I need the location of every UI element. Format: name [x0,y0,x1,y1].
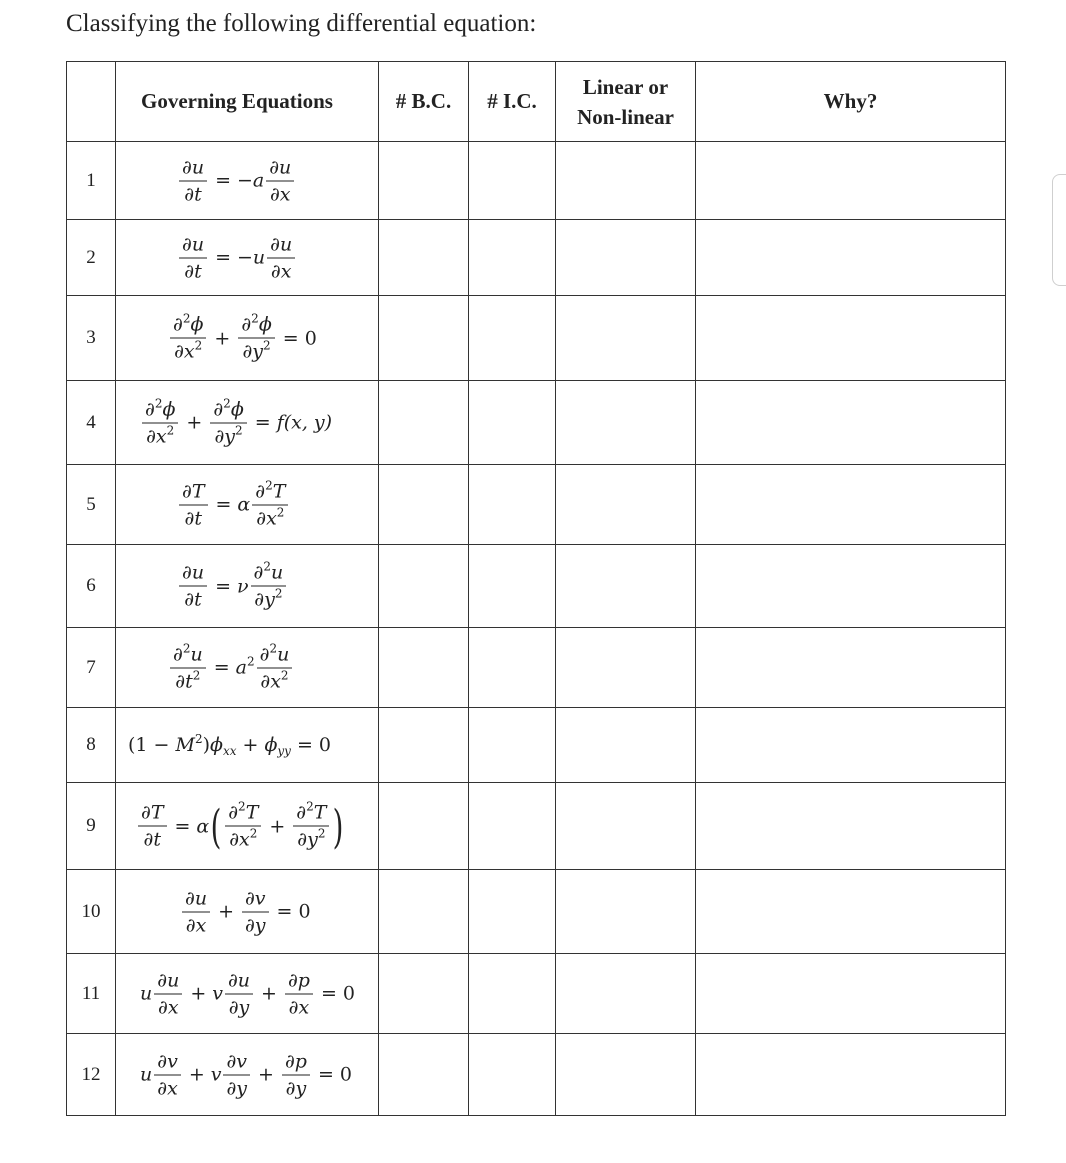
row-number: 10 [67,870,116,954]
header-number [67,62,116,142]
why-input-cell[interactable] [696,783,1006,870]
table-row [67,220,1006,296]
table-row [67,954,1006,1034]
equation-cell [116,296,379,381]
why-input-cell[interactable] [696,954,1006,1034]
ic-input-cell[interactable] [469,296,556,381]
row-number: 5 [67,465,116,545]
bc-input-cell[interactable] [379,870,469,954]
equation-cell [116,954,379,1034]
ic-input-cell[interactable] [469,954,556,1034]
bc-input-cell[interactable] [379,545,469,628]
why-input-cell[interactable] [696,1034,1006,1116]
bc-input-cell[interactable] [379,1034,469,1116]
bc-input-cell[interactable] [379,783,469,870]
equation-cell [116,220,379,296]
linear-input-cell[interactable] [556,465,696,545]
table-row [67,870,1006,954]
equation: (1 − $M^2$ ) $\phi_{xx}$ + $\phi_{yy}$ = 0 [128,732,331,758]
equation: $\frac{\partial u}{\partial t}$ = ν $\frac{\partial^2u}{\partial y^2}$ [177,563,288,610]
why-input-cell[interactable] [696,296,1006,381]
equation-cell [116,465,379,545]
ic-input-cell[interactable] [469,545,556,628]
ic-input-cell[interactable] [469,220,556,296]
ic-input-cell[interactable] [469,628,556,708]
header-bc: # B.C. [379,62,469,142]
page-title: Classifying the following differential equation: [66,10,537,37]
bc-input-cell[interactable] [379,628,469,708]
equation: $\frac{\partial u}{\partial x}$ + $\frac{\partial v}{\partial y}$ = 0 [180,888,311,935]
row-number: 12 [67,1034,116,1116]
equation-cell [116,783,379,870]
linear-input-cell[interactable] [556,1034,696,1116]
ic-input-cell[interactable] [469,381,556,465]
why-input-cell[interactable] [696,142,1006,220]
row-number: 9 [67,783,116,870]
equation: $\frac{\partial^2u}{\partial t^2}$ = $a^2$ $\frac{\partial^2u}{\partial x^2}$ [168,644,294,691]
equation-cell [116,545,379,628]
equation-cell [116,1034,379,1116]
row-number: 8 [67,708,116,783]
table-row [67,142,1006,220]
ic-input-cell[interactable] [469,465,556,545]
bc-input-cell[interactable] [379,296,469,381]
equation: $\frac{\partial T}{\partial t}$ = α ( $\frac{\partial^2T}{\partial x^2}$ + $\frac{\partial^2T}{\partial y^2}$ ) [136,803,345,850]
ic-input-cell[interactable] [469,1034,556,1116]
header-linear-line2: Non-linear [577,104,674,129]
row-number: 11 [67,954,116,1034]
bc-input-cell[interactable] [379,708,469,783]
equation: $\frac{\partial u}{\partial t}$ = −u $\frac{\partial u}{\partial x}$ [177,234,297,281]
table-row [67,381,1006,465]
linear-input-cell[interactable] [556,628,696,708]
scrollbar[interactable] [1052,174,1066,286]
header-governing: Governing Equations [116,62,379,142]
equation-cell [116,870,379,954]
row-number: 1 [67,142,116,220]
why-input-cell[interactable] [696,628,1006,708]
bc-input-cell[interactable] [379,142,469,220]
row-number: 7 [67,628,116,708]
linear-input-cell[interactable] [556,296,696,381]
equation-cell [116,142,379,220]
table-row [67,783,1006,870]
table-row [67,708,1006,783]
linear-input-cell[interactable] [556,220,696,296]
why-input-cell[interactable] [696,870,1006,954]
why-input-cell[interactable] [696,708,1006,783]
row-number: 4 [67,381,116,465]
equation: u $\frac{\partial v}{\partial x}$ + v $\frac{\partial v}{\partial y}$ + $\frac{\partial p}{\partial y}$ = 0 [140,1050,352,1099]
equation: u $\frac{\partial u}{\partial x}$ + v $\frac{\partial u}{\partial y}$ + $\frac{\partial p}{\partial x}$ = 0 [140,969,355,1018]
equation-cell [116,381,379,465]
header-why: Why? [696,62,1006,142]
ic-input-cell[interactable] [469,783,556,870]
bc-input-cell[interactable] [379,220,469,296]
ic-input-cell[interactable] [469,142,556,220]
table-row [67,628,1006,708]
equation: $\frac{\partial T}{\partial t}$ = α $\frac{\partial^2T}{\partial x^2}$ [177,481,290,528]
linear-input-cell[interactable] [556,142,696,220]
header-linear [556,62,696,142]
ic-input-cell[interactable] [469,708,556,783]
classification-table [66,61,1006,1116]
equation: $\frac{\partial^2\phi}{\partial x^2}$ + $\frac{\partial^2\phi}{\partial y^2}$ = f(x, y) [140,399,332,446]
table-row [67,545,1006,628]
row-number: 3 [67,296,116,381]
table-row [67,1034,1006,1116]
row-number: 2 [67,220,116,296]
why-input-cell[interactable] [696,465,1006,545]
bc-input-cell[interactable] [379,954,469,1034]
header-ic: # I.C. [469,62,556,142]
why-input-cell[interactable] [696,545,1006,628]
table-row [67,296,1006,381]
bc-input-cell[interactable] [379,465,469,545]
linear-input-cell[interactable] [556,381,696,465]
equation: $\frac{\partial^2\phi}{\partial x^2}$ + $\frac{\partial^2\phi}{\partial y^2}$ = 0 [168,315,317,362]
equation: $\frac{\partial u}{\partial t}$ = −a $\frac{\partial u}{\partial x}$ [177,157,296,204]
linear-input-cell[interactable] [556,783,696,870]
why-input-cell[interactable] [696,220,1006,296]
row-number: 6 [67,545,116,628]
ic-input-cell[interactable] [469,870,556,954]
bc-input-cell[interactable] [379,381,469,465]
linear-input-cell[interactable] [556,870,696,954]
header-row [67,62,1006,142]
equation-cell [116,628,379,708]
table-row [67,465,1006,545]
why-input-cell[interactable] [696,381,1006,465]
linear-input-cell[interactable] [556,545,696,628]
linear-input-cell[interactable] [556,954,696,1034]
equation-cell [116,708,379,783]
header-linear-line1: Linear or [582,74,669,99]
linear-input-cell[interactable] [556,708,696,783]
